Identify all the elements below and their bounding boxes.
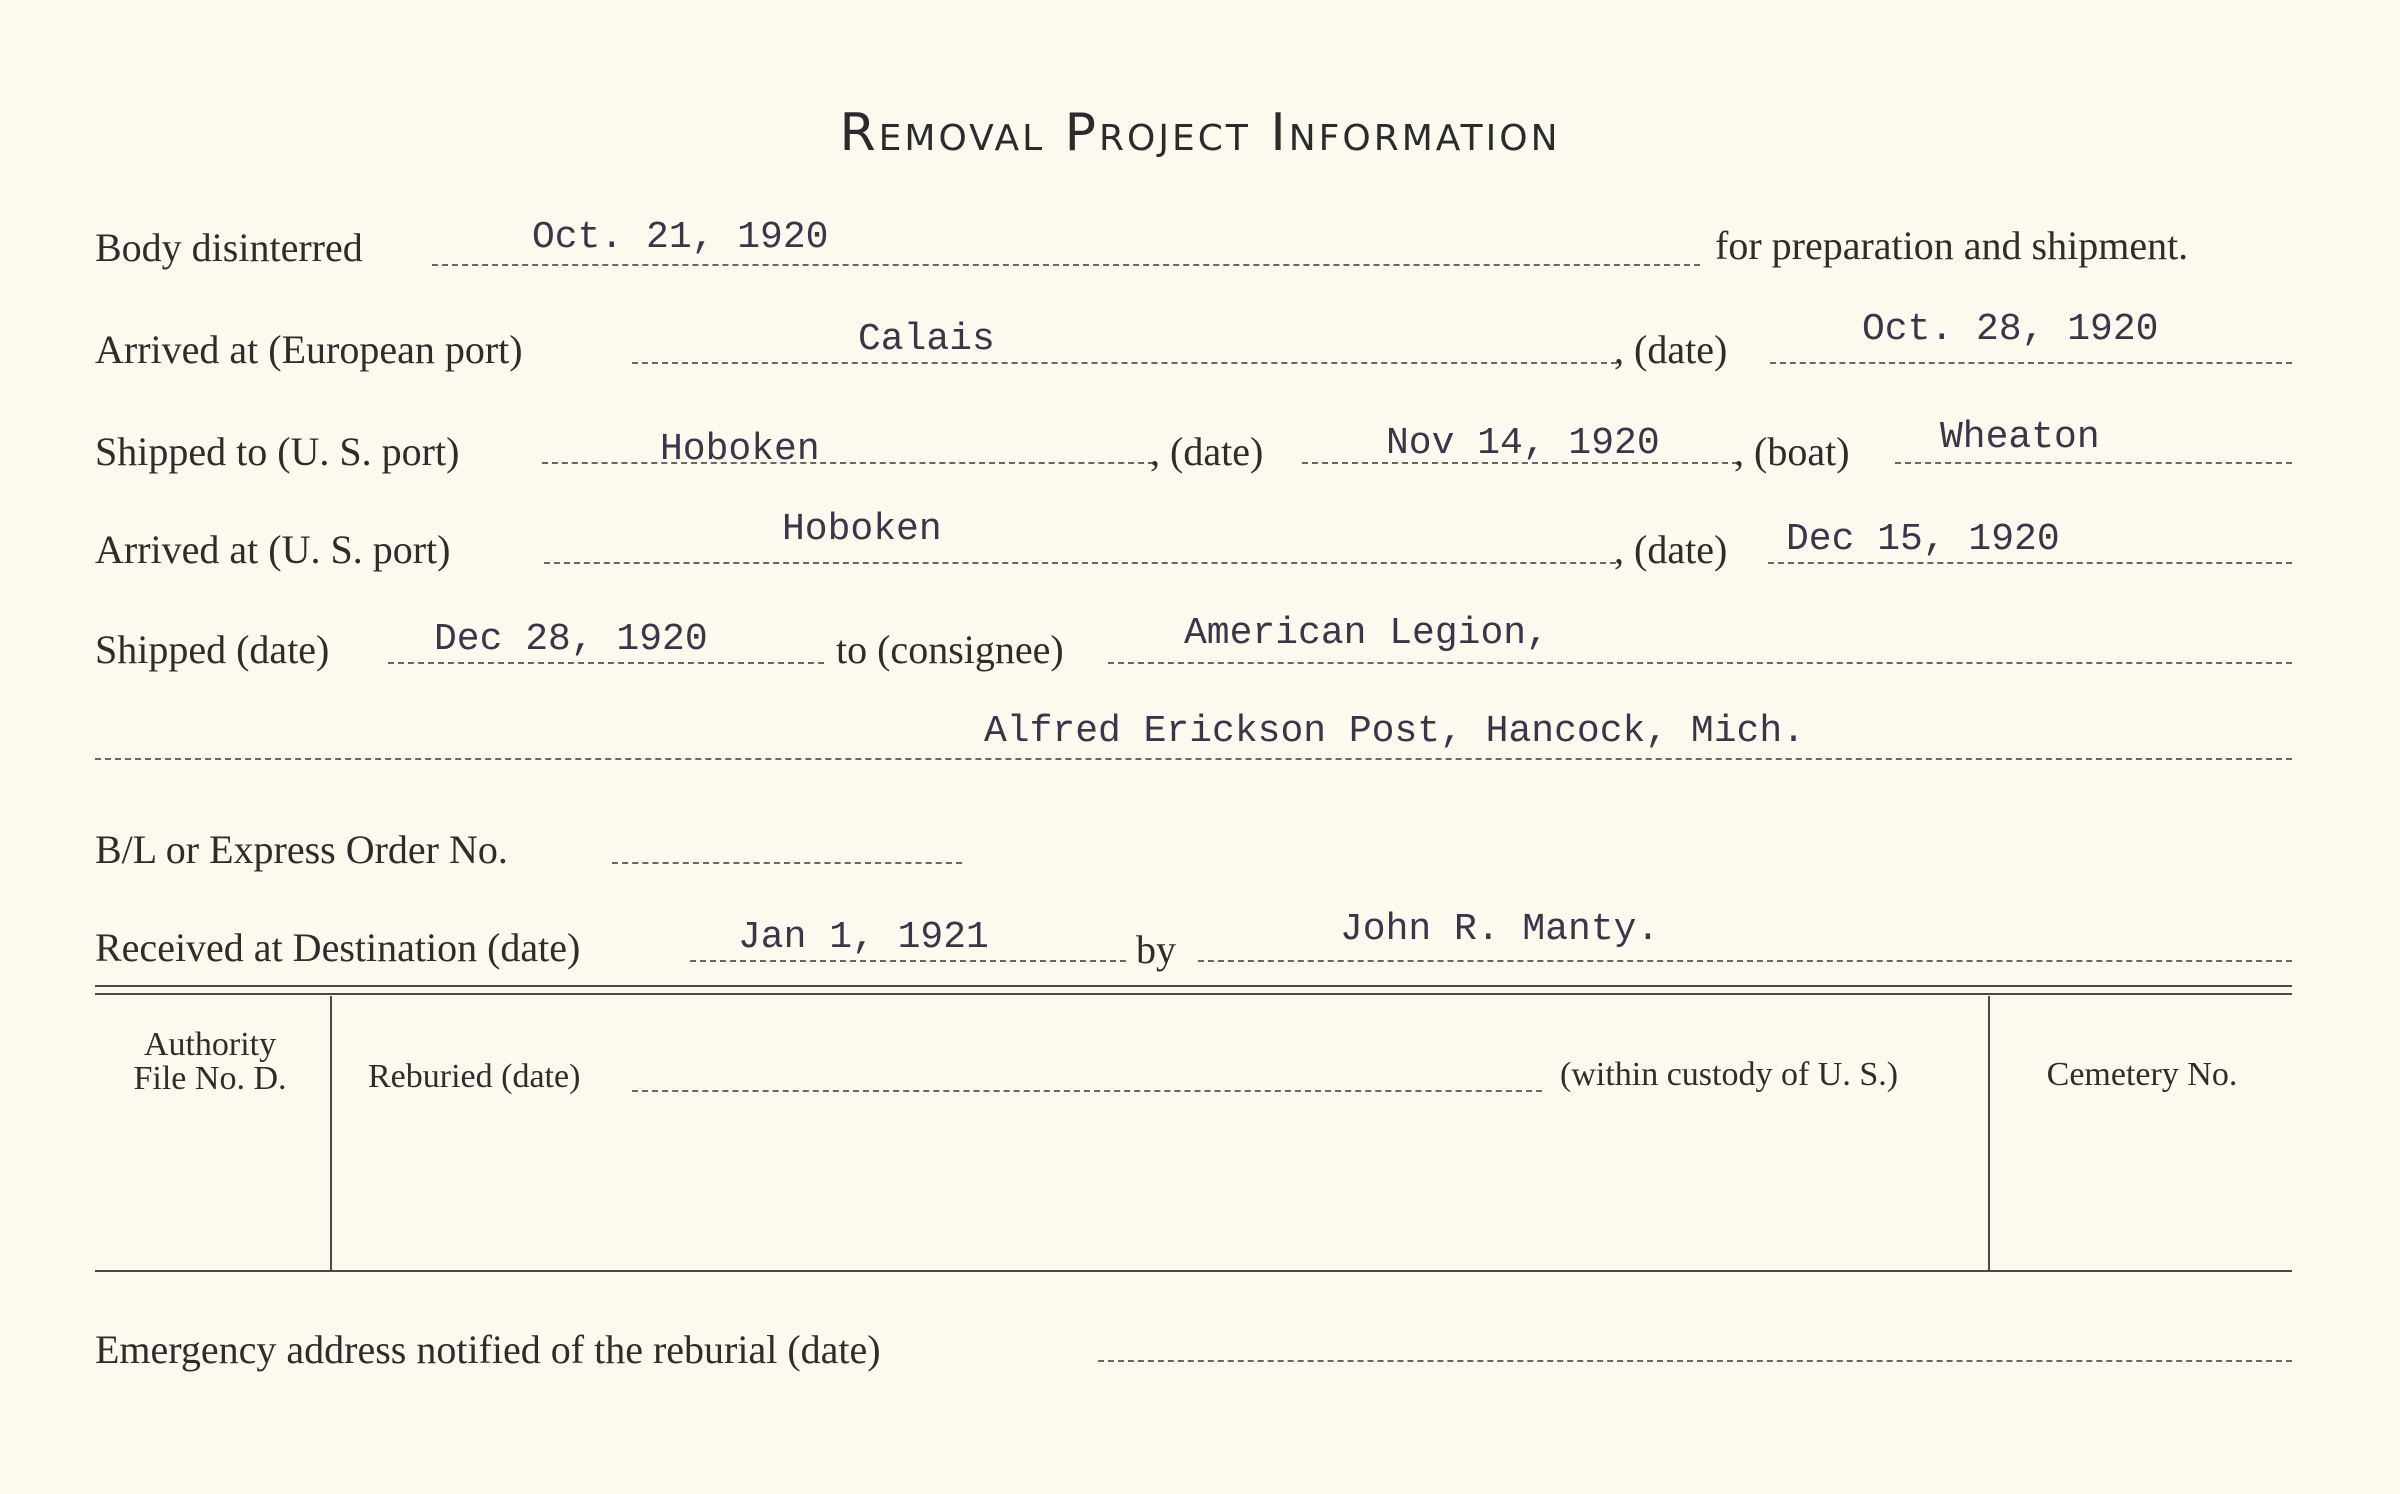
european-date-label: , (date) [1614, 327, 1728, 372]
consignee-line2-value: Alfred Erickson Post, Hancock, Mich. [984, 710, 1805, 753]
us-port-shipped-label: Shipped to (U. S. port) [95, 429, 460, 474]
emergency-label: Emergency address notified of the reburial (date) [95, 1327, 881, 1372]
table-divider-right [1988, 996, 1990, 1270]
card-title: Removal Project Information [839, 103, 1561, 163]
table-divider-left [330, 996, 332, 1270]
table-top-rule-1 [95, 985, 2292, 987]
consignee-line1-value: American Legion, [1184, 612, 1549, 655]
received-date-line [690, 960, 1126, 962]
disinterred-date-value: Oct. 21, 1920 [532, 216, 829, 259]
received-label: Received at Destination (date) [95, 925, 581, 970]
received-date-value: Jan 1, 1921 [738, 916, 989, 959]
us-arrived-date-label: , (date) [1614, 527, 1728, 572]
european-date-line [1770, 362, 2292, 364]
disinterred-line [432, 264, 1700, 266]
reburied-label: Reburied (date) [368, 1058, 581, 1095]
consignee-continuation-line [95, 758, 2292, 760]
us-port-arrived-label: Arrived at (U. S. port) [95, 527, 451, 572]
received-by-line [1198, 960, 2292, 962]
received-by-label: by [1136, 927, 1176, 972]
shipped-date-line [388, 662, 824, 664]
table-top-rule-2 [95, 993, 2292, 995]
received-by-value: John R. Manty. [1340, 908, 1660, 951]
european-port-value: Calais [858, 318, 995, 361]
authority-label-line2: File No. D. [133, 1060, 287, 1097]
shipped-date-label: Shipped (date) [95, 627, 330, 672]
us-port-shipped-line [542, 462, 1154, 464]
us-arrived-date-line [1768, 562, 2292, 564]
consignee-label: to (consignee) [836, 627, 1064, 672]
european-port-line [632, 362, 1617, 364]
us-port-arrived-line [544, 562, 1616, 564]
bl-label: B/L or Express Order No. [95, 827, 508, 872]
shipped-date-value: Dec 28, 1920 [434, 618, 708, 661]
us-shipped-date-value: Nov 14, 1920 [1386, 422, 1660, 465]
us-shipped-date-label: , (date) [1150, 429, 1264, 474]
us-arrived-date-value: Dec 15, 1920 [1786, 518, 2060, 561]
emergency-line [1098, 1360, 2292, 1362]
european-date-value: Oct. 28, 1920 [1862, 308, 2159, 351]
boat-label: , (boat) [1734, 429, 1850, 474]
us-port-arrived-value: Hoboken [782, 508, 942, 551]
european-port-label: Arrived at (European port) [95, 327, 523, 372]
us-port-shipped-value: Hoboken [660, 428, 820, 471]
bl-line [612, 862, 962, 864]
consignee-line [1108, 662, 2292, 664]
custody-label: (within custody of U. S.) [1560, 1056, 1899, 1093]
reburied-line [632, 1090, 1542, 1092]
boat-line [1895, 462, 2292, 464]
table-bottom-rule [95, 1270, 2292, 1272]
boat-value: Wheaton [1940, 416, 2100, 459]
cemetery-number-label: Cemetery No. [2046, 1056, 2238, 1093]
authority-label-line1: Authority [143, 1026, 277, 1063]
disinterred-label: Body disinterred [95, 225, 363, 270]
disinterred-suffix: for preparation and shipment. [1715, 223, 2189, 268]
